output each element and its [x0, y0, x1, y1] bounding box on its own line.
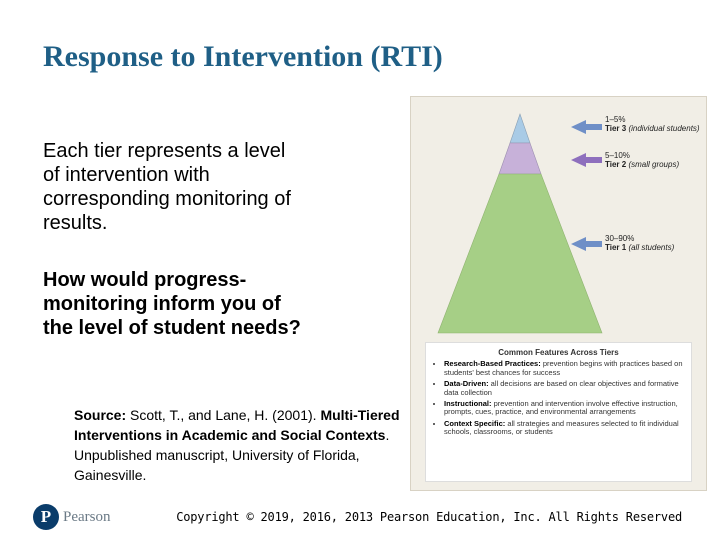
source-authors: Scott, T., and Lane, H. (2001). — [126, 407, 321, 423]
features-box — [425, 342, 692, 482]
feature-item: • Data-Driven: all decisions are based on clear objectives and formative data collection — [444, 380, 683, 397]
tier2-label: 5–10% Tier 2 (small groups) — [605, 151, 680, 169]
source-title: Multi-Tiered Interventions in Academic and Social Contexts — [74, 407, 400, 443]
rti-figure — [410, 96, 707, 491]
tier1-segment — [438, 174, 602, 333]
tier3-segment — [510, 114, 530, 143]
tier2-segment — [499, 143, 541, 174]
tier3-arrow-icon — [571, 120, 602, 134]
features-title: Common Features Across Tiers — [498, 348, 619, 357]
rti-pyramid — [411, 97, 708, 337]
slide-title: Response to Intervention (RTI) — [43, 40, 443, 73]
feature-item: • Instructional: prevention and intervention involve effective instruction, prompts, cues, practice, and environmental arrangements — [444, 400, 683, 417]
source-label: Source: — [74, 407, 127, 423]
question-text: How would progress-monitoring inform you of the level of student needs? — [43, 269, 301, 339]
source-citation — [74, 405, 406, 485]
pearson-logo — [33, 504, 123, 532]
source-publisher: . Unpublished manuscript, University of Florida, Gainesville. — [74, 427, 390, 483]
tier1-arrow-icon — [571, 237, 602, 251]
pearson-logo-icon: P — [33, 504, 59, 530]
feature-item: • Context Specific: all strategies and measures selected to fit individual schools, classrooms, or students — [444, 420, 683, 437]
copyright-notice: Copyright © 2019, 2016, 2013 Pearson Education, Inc. All Rights Reserved — [176, 510, 682, 524]
feature-item: • Research-Based Practices: prevention begins with practices based on students' best chances for success — [444, 360, 683, 377]
tier2-arrow-icon — [571, 153, 602, 167]
tier1-label: 30–90% Tier 1 (all students) — [605, 234, 675, 252]
features-list — [434, 360, 683, 436]
pearson-logo-text: Pearson — [63, 509, 111, 525]
body-text: Each tier represents a level of intervention with corresponding monitoring of results. — [43, 140, 291, 234]
tier3-label: 1–5% Tier 3 (individual students) — [605, 115, 700, 133]
